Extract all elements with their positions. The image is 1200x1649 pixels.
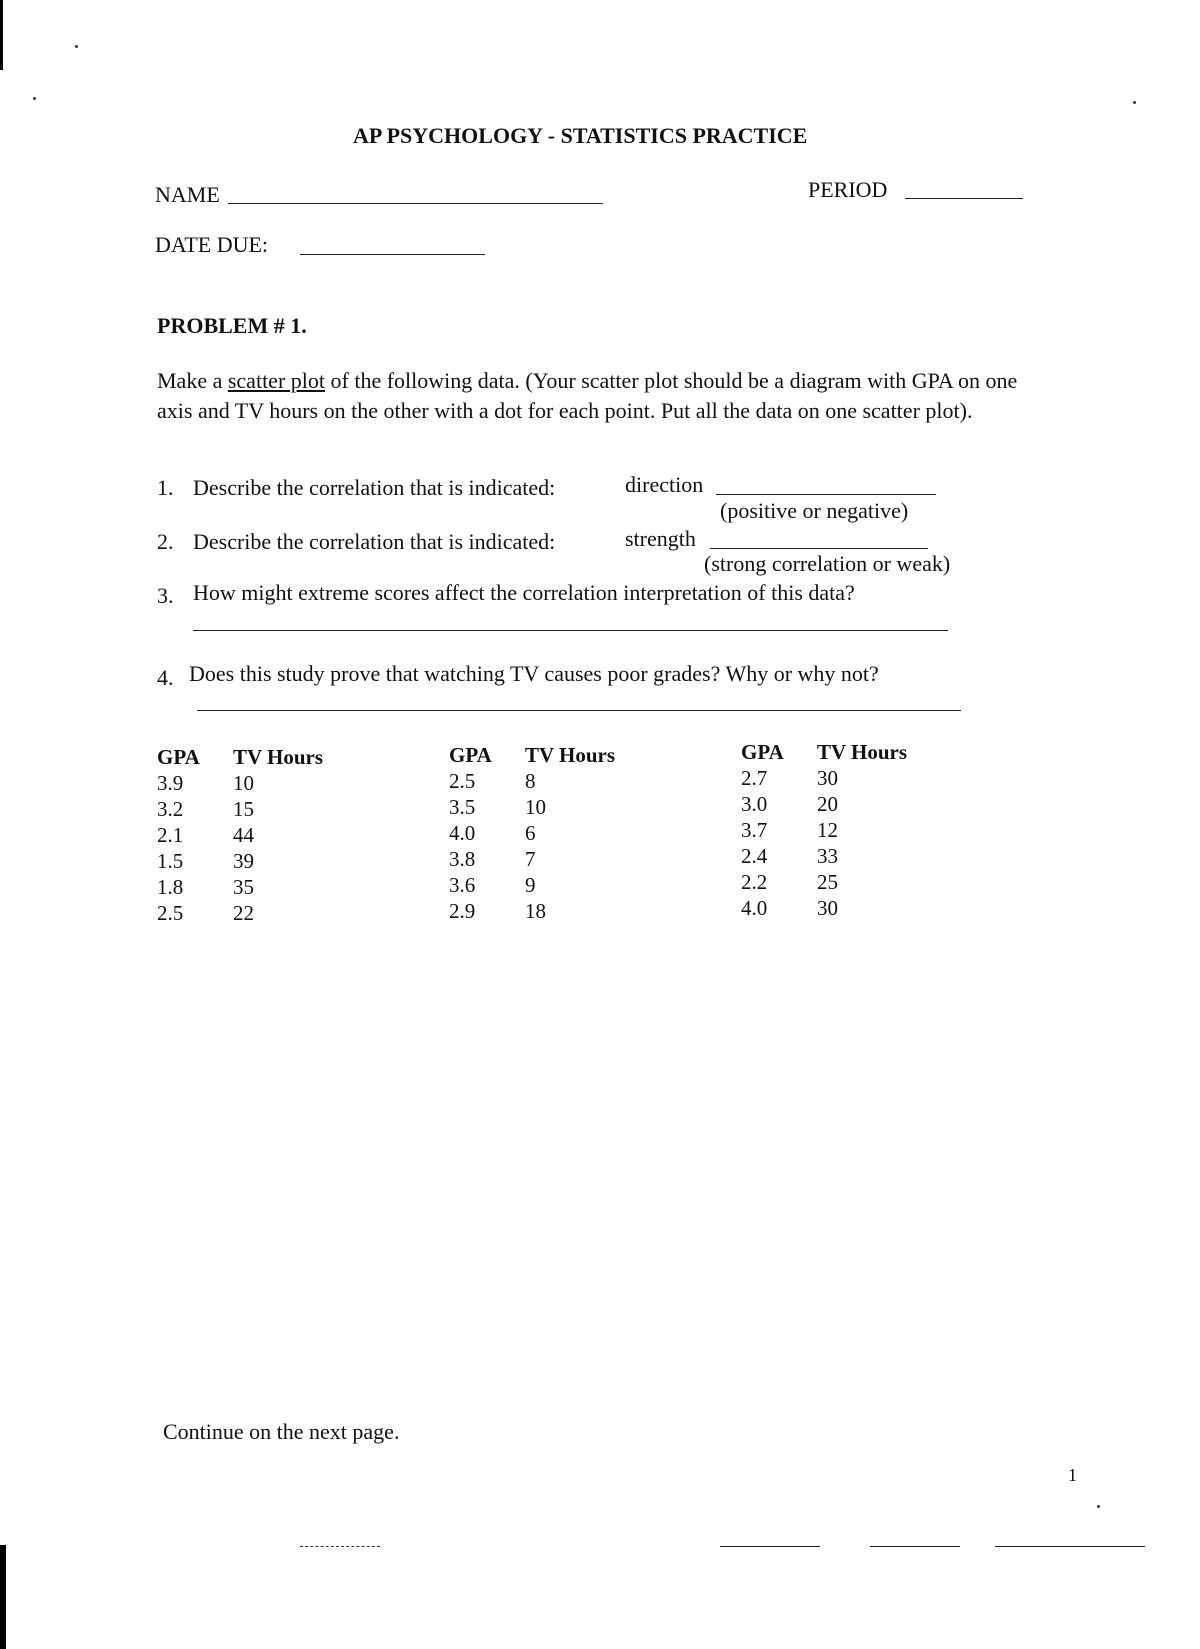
period-field[interactable] — [905, 198, 1023, 199]
data-table-1 — [157, 744, 347, 926]
gpa-cell: 4.0 — [741, 895, 768, 920]
scan-speck — [1097, 1505, 1100, 1508]
gpa-cell: 3.5 — [449, 794, 476, 819]
scan-artifact-line — [720, 1546, 820, 1547]
table-row — [449, 820, 639, 846]
question-4-number: 4. — [157, 665, 174, 690]
scan-speck — [33, 97, 36, 100]
page-number: 1 — [1068, 1465, 1077, 1485]
tv-hours-cell: 35 — [233, 874, 254, 899]
tv-hours-cell: 30 — [817, 765, 838, 790]
problem-heading: PROBLEM # 1. — [157, 313, 307, 338]
question-3-number: 3. — [157, 583, 174, 608]
gpa-cell: 3.7 — [741, 817, 768, 842]
scan-artifact-line — [300, 1546, 380, 1547]
table-row — [449, 898, 639, 924]
continue-note: Continue on the next page. — [163, 1419, 400, 1444]
gpa-cell: 4.0 — [449, 820, 476, 845]
table-row — [157, 770, 347, 796]
table-header-gpa: GPA — [449, 742, 492, 767]
table-row — [157, 900, 347, 926]
tv-hours-cell: 10 — [233, 770, 254, 795]
tv-hours-cell: 30 — [817, 895, 838, 920]
table-row — [449, 872, 639, 898]
scatter-plot-term: scatter plot — [227, 368, 325, 393]
tv-hours-cell: 44 — [233, 822, 254, 847]
gpa-cell: 3.2 — [157, 796, 184, 821]
date-due-field[interactable] — [300, 254, 485, 255]
question-1-number: 1. — [157, 475, 174, 500]
gpa-cell: 2.4 — [741, 843, 768, 868]
gpa-cell: 1.5 — [157, 848, 184, 873]
name-label: NAME — [155, 182, 220, 207]
table-row — [741, 895, 931, 921]
table-header-gpa: GPA — [741, 739, 784, 764]
question-4-text: Does this study prove that watching TV causes poor grades? Why or why not? — [189, 661, 879, 686]
period-label: PERIOD — [808, 177, 888, 202]
data-table-3 — [741, 739, 931, 921]
gpa-cell: 2.9 — [449, 898, 476, 923]
strength-hint: (strong correlation or weak) — [704, 551, 951, 576]
scan-artifact-line — [870, 1546, 960, 1547]
table-row — [449, 768, 639, 794]
tv-hours-cell: 20 — [817, 791, 838, 816]
table-row — [741, 843, 931, 869]
gpa-cell: 2.7 — [741, 765, 768, 790]
tv-hours-cell: 6 — [525, 820, 536, 845]
scan-speck — [1133, 101, 1136, 104]
tv-hours-cell: 15 — [233, 796, 254, 821]
gpa-cell: 2.5 — [157, 900, 184, 925]
tv-hours-cell: 33 — [817, 843, 838, 868]
gpa-cell: 3.6 — [449, 872, 476, 897]
question-2-number: 2. — [157, 529, 174, 554]
tv-hours-cell: 10 — [525, 794, 546, 819]
table-row — [157, 796, 347, 822]
scan-edge-bottom — [0, 1545, 6, 1649]
scan-speck — [75, 45, 78, 48]
instructions-text-start: Make a — [157, 368, 228, 393]
direction-label: direction — [625, 472, 704, 497]
gpa-cell: 2.5 — [449, 768, 476, 793]
gpa-cell: 2.2 — [741, 869, 768, 894]
name-field[interactable] — [228, 203, 603, 204]
question-4-answer-line[interactable] — [197, 710, 961, 711]
table-row — [449, 794, 639, 820]
table-row — [741, 869, 931, 895]
strength-label: strength — [625, 526, 696, 551]
direction-answer-field[interactable] — [716, 494, 936, 495]
tv-hours-cell: 22 — [233, 900, 254, 925]
table-header-gpa: GPA — [157, 744, 200, 769]
tv-hours-cell: 18 — [525, 898, 546, 923]
table-row — [449, 846, 639, 872]
tv-hours-cell: 7 — [525, 846, 536, 871]
question-3-answer-line[interactable] — [193, 630, 948, 631]
table-header-tv-hours: TV Hours — [525, 742, 616, 767]
tv-hours-cell: 9 — [525, 872, 536, 897]
table-row — [741, 765, 931, 791]
problem-instructions — [157, 366, 1057, 426]
date-due-label: DATE DUE: — [155, 232, 269, 257]
page-title: AP PSYCHOLOGY - STATISTICS PRACTICE — [353, 123, 808, 148]
table-row — [157, 822, 347, 848]
strength-answer-field[interactable] — [710, 548, 928, 549]
tv-hours-cell: 39 — [233, 848, 254, 873]
gpa-cell: 3.0 — [741, 791, 768, 816]
question-3-text: How might extreme scores affect the correlation interpretation of this data? — [193, 580, 855, 605]
table-header-tv-hours: TV Hours — [817, 739, 908, 764]
scan-edge-top — [0, 0, 3, 70]
table-row — [741, 817, 931, 843]
tv-hours-cell: 8 — [525, 768, 536, 793]
gpa-cell: 1.8 — [157, 874, 184, 899]
table-row — [157, 848, 347, 874]
table-row — [157, 874, 347, 900]
tv-hours-cell: 25 — [817, 869, 838, 894]
gpa-cell: 3.9 — [157, 770, 184, 795]
scan-artifact-line — [995, 1546, 1145, 1547]
instructions-text-end: of the following data. (Your scatter plot should be a diagram with GPA on one axis and TV hours on the other with a dot for each point. Put all the data on one scatter plot). — [157, 368, 1018, 423]
question-1-text: Describe the correlation that is indicated: — [193, 475, 556, 500]
tv-hours-cell: 12 — [817, 817, 838, 842]
direction-hint: (positive or negative) — [720, 498, 909, 523]
gpa-cell: 3.8 — [449, 846, 476, 871]
table-header-tv-hours: TV Hours — [233, 744, 324, 769]
data-table-2 — [449, 742, 639, 924]
question-2-text: Describe the correlation that is indicated: — [193, 529, 556, 554]
table-row — [741, 791, 931, 817]
gpa-cell: 2.1 — [157, 822, 184, 847]
